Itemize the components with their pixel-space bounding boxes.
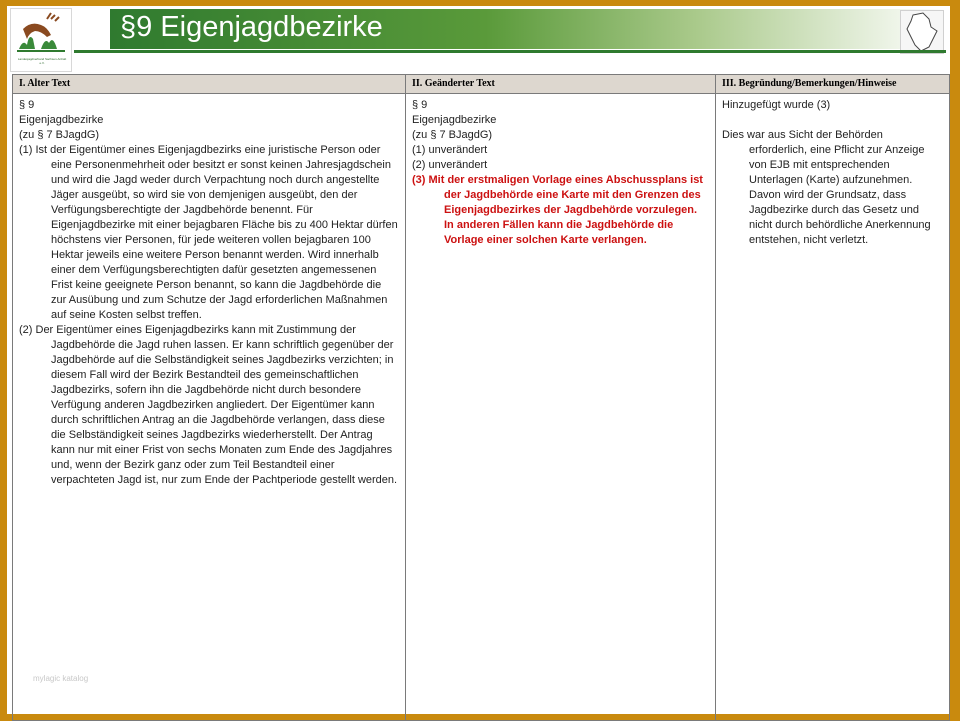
remark-explanation: Dies war aus Sicht der Behörden erforderlich, eine Pflicht zur Anzeige von EJB mit entsprechenden Unterlagen (Karte) aufzunehmen. Davon wird der Grundsatz, dass Jagdbezirke durch das Gesetz und nicht durch behördliche Anerkennung entstehen, nicht verletzt. [722,129,931,246]
slide-header [7,6,950,74]
logo-caption: Landesjagdverband Sachsen-Anhalt e.V. [17,57,67,65]
column-header-old-text: I. Alter Text [13,75,406,94]
paragraph-2-unchanged: (2) unverändert [412,159,488,171]
column-header-remarks: III. Begründung/Bemerkungen/Hinweise [716,75,950,94]
state-map-icon [901,11,943,53]
logo [10,8,72,72]
section-title: Eigenjagdbezirke [412,114,497,126]
watermark: mylagic katalog [33,674,89,683]
column-header-changed-text: II. Geänderter Text [406,75,716,94]
page-title: §9 Eigenjagdbezirke [120,11,383,43]
slide [7,6,950,714]
spacer [722,113,943,128]
deer-logo-icon [11,9,71,57]
old-text-cell [13,94,406,721]
map-thumbnail [900,10,944,54]
title-bar [110,9,945,49]
table-row [13,94,950,721]
section-number: § 9 [412,99,428,111]
section-title: Eigenjagdbezirke [19,114,104,126]
section-reference: (zu § 7 BJagdG) [412,129,493,141]
header-rule [74,50,946,53]
remark-added: Hinzugefügt wurde (3) [722,99,831,111]
section-reference: (zu § 7 BJagdG) [19,129,100,141]
paragraph-2: (2) Der Eigentümer eines Eigenjagdbezirks kann mit Zustimmung der Jagdbehörde die Jagd ruhen lassen. Er kann schriftlich gegenüber der Jagdbehörde auf die Selbständigkeit seines Jagdbezirks verzichten; in diesem Fall wird der Bezirk Bestandteil des gemeinschaftlichen Jagdbezirks, sofern ihn die Jagdbehörde nicht durch besondere Verfügung anderen Jagdbezirken angliedert. Der Eigentümer kann durch schriftlichen Antrag an die Jagdbehörde verlangen, dass diese die Selbständigkeit seines Jagdbezirks wiederherstellt. Der Antrag kann nur mit einer Frist von sechs Monaten zum Ende des Jagdjahres und, wenn der Bezirk ganz oder zum Teil Bestandteil einer verpachteten Jagd ist, nur zum Ende der Pachtperiode gestellt werden. [19,324,398,486]
table-header-row [13,75,950,94]
paragraph-1-unchanged: (1) unverändert [412,144,488,156]
changed-text-cell [406,94,716,721]
comparison-table [12,74,950,721]
section-number: § 9 [19,99,35,111]
paragraph-3-new: (3) Mit der erstmaligen Vorlage eines Abschussplans ist der Jagdbehörde eine Karte mit den Grenzen des Eigenjagdbezirkes der Jagdbehörde vorzulegen. In anderen Fällen kann die Jagdbehörde die Vorlage einer solchen Karte verlangen. [412,174,703,246]
paragraph-1: (1) Ist der Eigentümer eines Eigenjagdbezirks eine juristische Person oder eine Personenmehrheit oder besitzt er sonst keinen Jahresjagdschein und wird die Jagd weder durch Verpachtung noch durch angestellte Jäger ausgeübt, so wird sie von demjenigen ausgeübt, den der Verfügungsberechtigte der Jagdbehörde benennt. Für Eigenjagdbezirke mit einer bejagbaren Fläche bis zu 400 Hektar dürfen höchstens vier Personen, für jede weiteren vollen bejagbaren 100 Hektar jeweils eine weitere Person benannt werden. Wird innerhalb einer dem Verfügungsberechtigten dafür gesetzten angemessenen Frist keine geeignete Person benannt, so kann die Jagdbehörde die zur Ausübung und zum Schutze der Jagd erforderlichen Maßnahmen auf seine Kosten selbst treffen. [19,144,398,321]
remarks-cell [716,94,950,721]
